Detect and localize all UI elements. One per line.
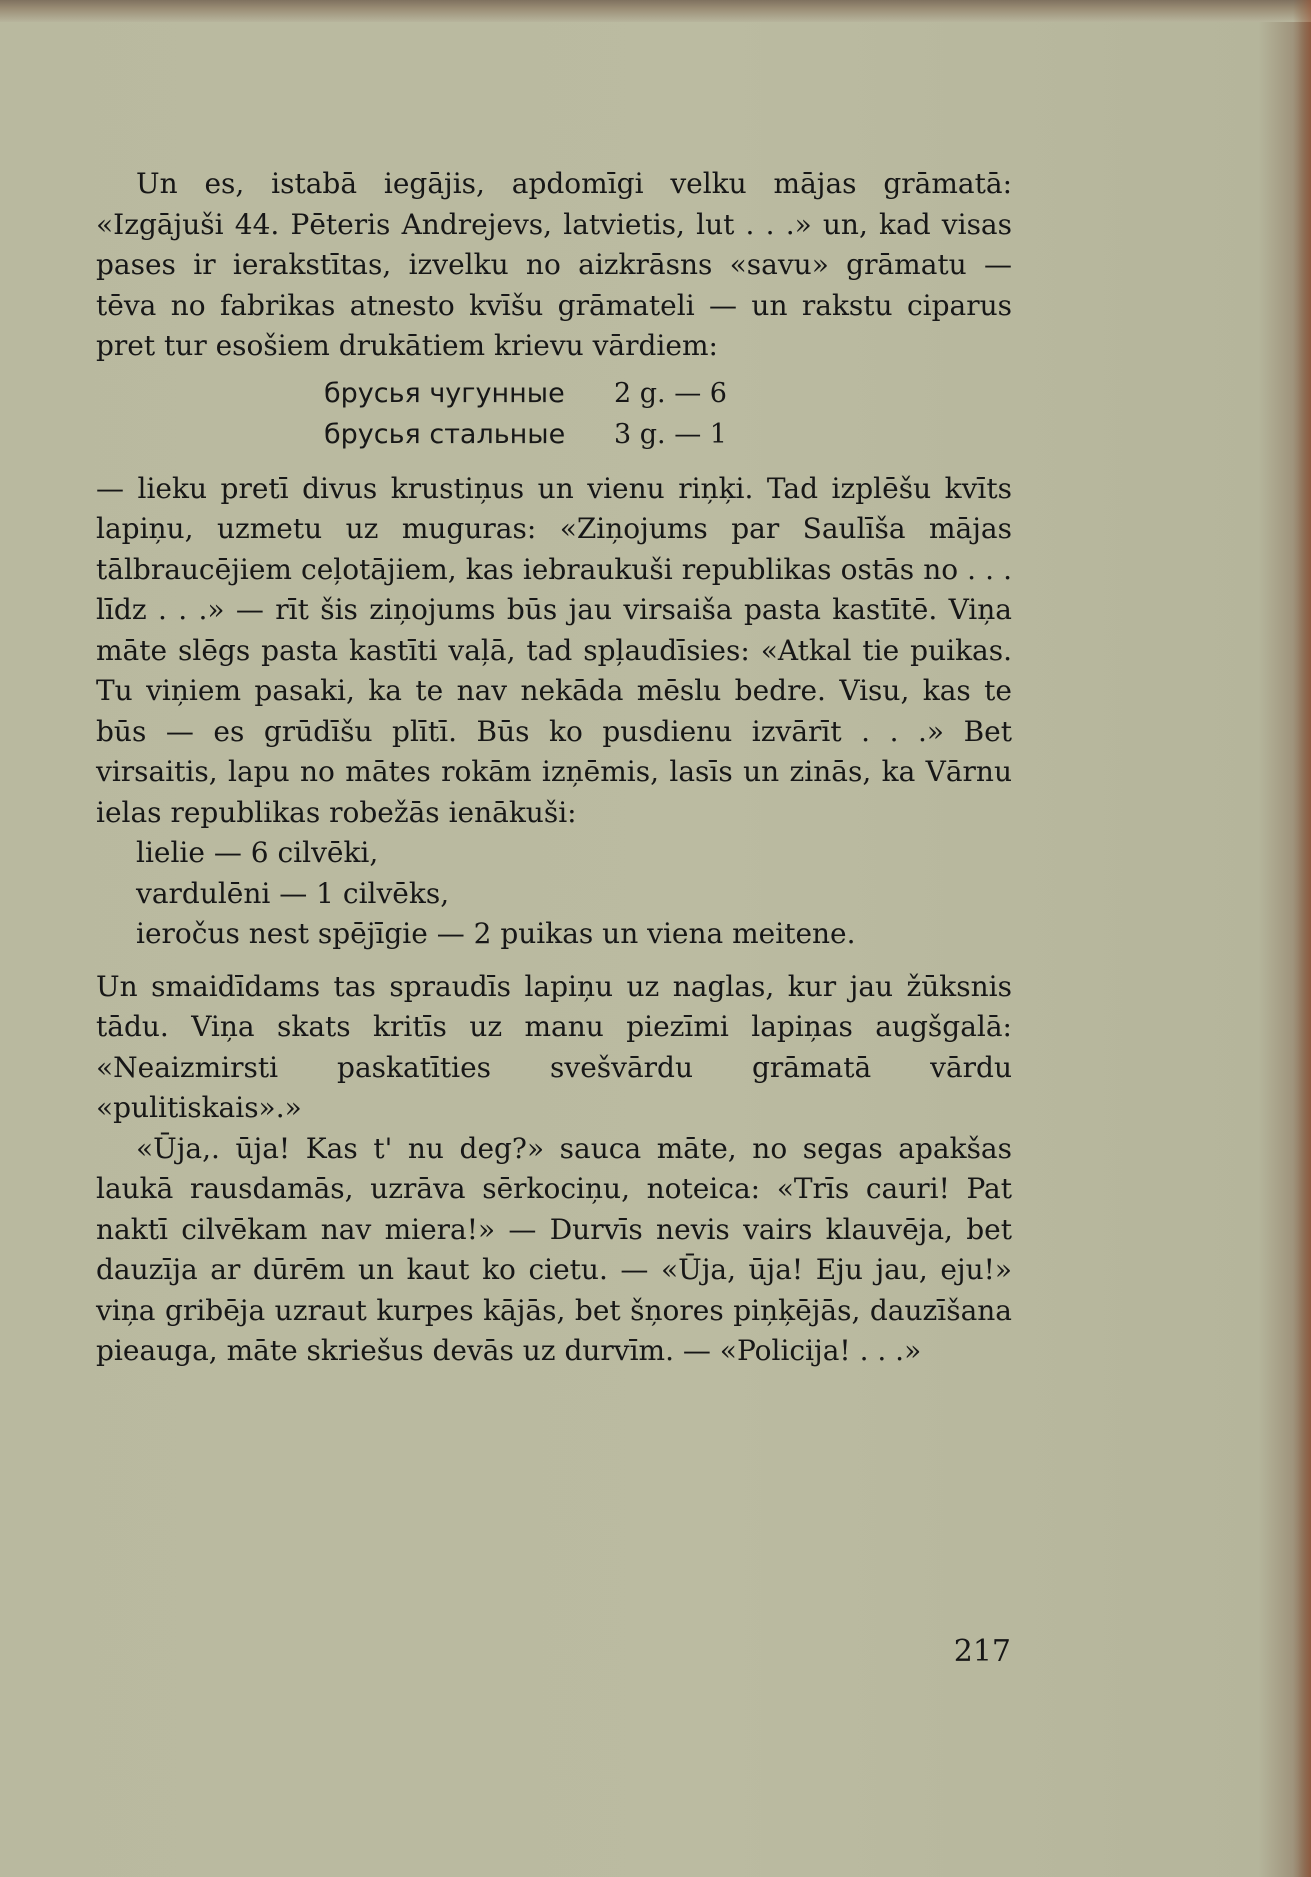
list-item: ieročus nest spējīgie — 2 puikas un viena meitene. <box>136 917 856 950</box>
paragraph-1: Un es, istabā iegājis, apdomīgi velku mājas grāmatā: «Izgājuši 44. Pēteris Andrejevs, latvietis, lut . . .» un, kad visas pases ir ierakstītas, izvelku no aizkrāsns «savu» grāmatu — tēva no fabrikas atnesto kvīšu grāmateli — un rakstu ciparus pret tur esošiem drukātiem krievu vārdiem: <box>96 167 1012 362</box>
page-top-edge <box>0 0 1311 22</box>
section-gap <box>96 955 1012 967</box>
table-item-qty: 2 g. — 6 <box>614 377 727 409</box>
table-item-name: брусья чугунные <box>324 377 565 409</box>
table-item-qty: 3 g. — 1 <box>614 418 727 450</box>
paragraph-2: — lieku pretī divus krustiņus un vienu riņķi. Tad izplēšu kvīts lapiņu, uzmetu uz muguras: «Ziņojums par Saulīša mājas tālbraucējiem ceļotājiem, kas iebraukuši republikas ostās no . . . līdz . . .» — rīt šis ziņojums būs jau virsaiša pasta kastītē. Viņa māte slēgs pasta kastīti vaļā, tad spļaudīsies: «Atkal tie puikas. Tu viņiem pasaki, ka te nav nekāda mēslu bedre. Visu, kas te būs — es grūdīšu plītī. Būs ko pusdienu izvārīt . . .» Bet virsaitis, lapu no mātes rokām izņēmis, lasīs un zinās, ka Vārnu ielas republikas robežās ienākuši: <box>96 471 1012 829</box>
table-row <box>324 414 1012 455</box>
paragraph-3: Un smaidīdams tas spraudīs lapiņu uz naglas, kur jau žūksnis tādu. Viņa skats kritīs uz manu piezīmi lapiņas augšgalā: «Neaizmirsti paskatīties svešvārdu grāmatā vārdu «pulitiskais».» <box>96 969 1012 1124</box>
list-item: vardulēni — 1 cilvēks, <box>136 876 450 910</box>
table-item-name: брусья стальные <box>324 418 566 450</box>
page-right-edge <box>1293 0 1311 1877</box>
list-item: lielie — 6 cilvēki, <box>136 836 379 869</box>
goods-table <box>324 373 1012 455</box>
page-number: 217 <box>953 1634 1011 1669</box>
report-list <box>96 833 1012 955</box>
paragraph-4: «Ūja,. ūja! Kas t' nu deg?» sauca māte, no segas apakšas laukā rausdamās, uzrāva sērkociņu, noteica: «Trīs cauri! Pat naktī cilvēkam nav miera!» — Durvīs nevis vairs klauvēja, bet dauzīja ar dūrēm un kaut ko cietu. — «Ūja, ūja! Eju jau, eju!» viņa gribēja uzraut kurpes kājās, bet šņores piņķējās, dauzīšana pieauga, māte skriešus devās uz durvīm. — «Policija! . . .» <box>96 1131 1012 1367</box>
table-row <box>324 373 1012 414</box>
page-text <box>96 164 1012 1372</box>
